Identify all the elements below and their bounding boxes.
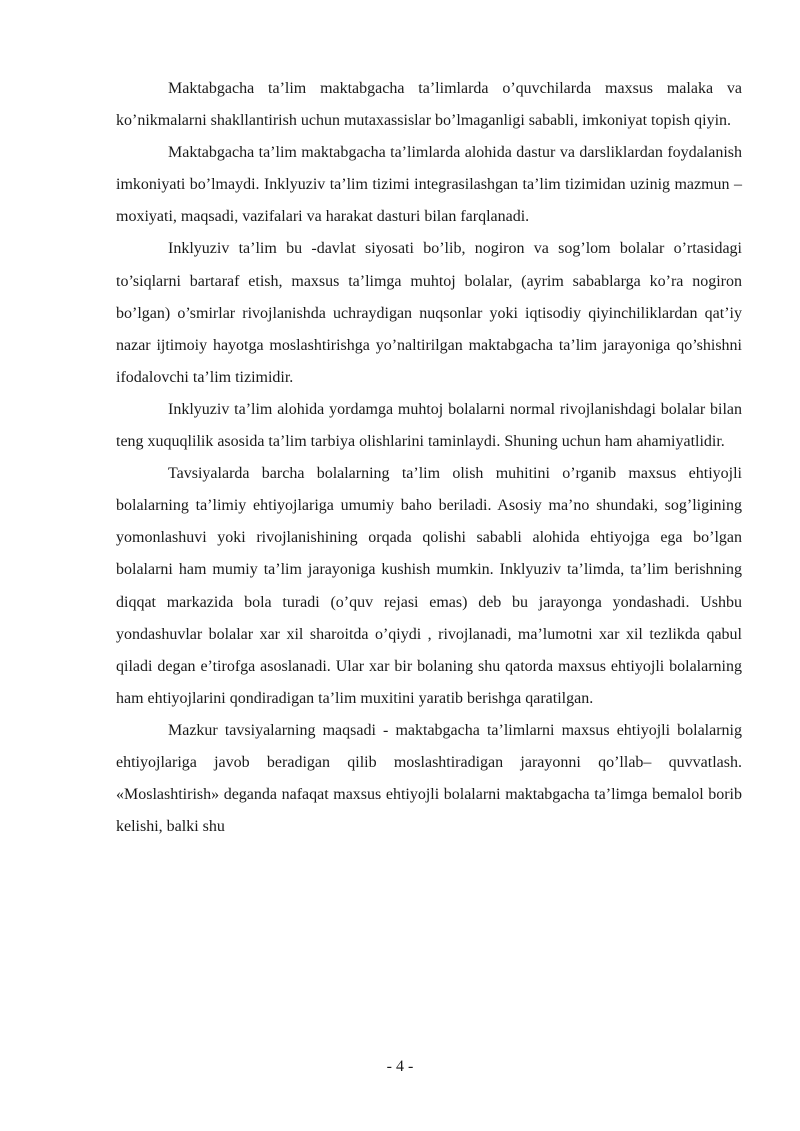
paragraph-6: Mazkur tavsiyalarning maqsadi - maktabgacha ta’limlarni maxsus ehtiyojli bolalarnig ehtiyojlariga javob beradigan qilib moslashtiradigan jarayonni qo’llab– quvvatlash. «Moslashtirish» deganda nafaqat maxsus ehtiyojli bolalarni maktabgacha ta’limga bemalol borib kelishi, balki shu <box>116 721 742 836</box>
paragraph-4: Inklyuziv ta’lim alohida yordamga muhtoj bolalarni normal rivojlanishdagi bolalar bilan teng xuquqlilik asosida ta’lim tarbiya olishlarini taminlaydi. Shuning uchun ham ahamiyatlidir. <box>116 400 742 451</box>
paragraph-3: Inklyuziv ta’lim bu -davlat siyosati bo’lib, nogiron va sog’lom bolalar o’rtasidagi to’siqlarni bartaraf etish, maxsus ta’limga muhtoj bolalar, (ayrim sabablarga ko’ra nogiron bo’lgan) o’smirlar rivojlanishda uchraydigan nuqsonlar yoki iqtisodiy qiyinchiliklardan qat’iy nazar ijtimoiy hayotga moslashtirishga yo’naltirilgan maktabgacha ta’lim jarayoniga qo’shishni ifodalovchi ta’lim tizimidir. <box>116 240 742 386</box>
paragraph-5: Tavsiyalarda barcha bolalarning ta’lim olish muhitini o’rganib maxsus ehtiyojli bolalarning ta’limiy ehtiyojlariga umumiy baho beriladi. Asosiy ma’no shundaki, sog’ligining yomonlashuvi yoki rivojlanishining orqada qolishi sababli alohida ehtiyojga ega bo’lgan bolalarni ham mumiy ta’lim jarayoniga kushish mumkin. Inklyuziv ta’limda, ta’lim berishning diqqat markazida bola turadi (o’quv rejasi emas) deb bu jarayonga yondashadi. Ushbu yondashuvlar bolalar xar xil sharoitda o’qiydi , rivojlanadi, ma’lumotni xar xil tezlikda qabul qiladi degan e’tirofga asoslanadi. Ular xar bir bolaning shu qatorda maxsus ehtiyojli bolalarning ham ehtiyojlarini qondiradigan ta’lim muxitini yaratib berishga qaratilgan. <box>116 465 742 707</box>
paragraph-1: Maktabgacha ta’lim maktabgacha ta’limlarda o’quvchilarda maxsus malaka va ko’nikmalarni shakllantirish uchun mutaxassislar bo’lmaganligi sababli, imkoniyat topish qiyin. <box>116 80 742 130</box>
page-number: - 4 - <box>386 1058 414 1075</box>
paragraph-2: Maktabgacha ta’lim maktabgacha ta’limlarda alohida dastur va darsliklardan foydalanish imkoniyati bo’lmaydi. Inklyuziv ta’lim tizimi integrasilashgan ta’lim tizimidan uzinig mazmun – moxiyati, maqsadi, vazifalari va harakat dasturi bilan farqlanadi. <box>116 144 742 226</box>
body-text <box>116 73 742 843</box>
